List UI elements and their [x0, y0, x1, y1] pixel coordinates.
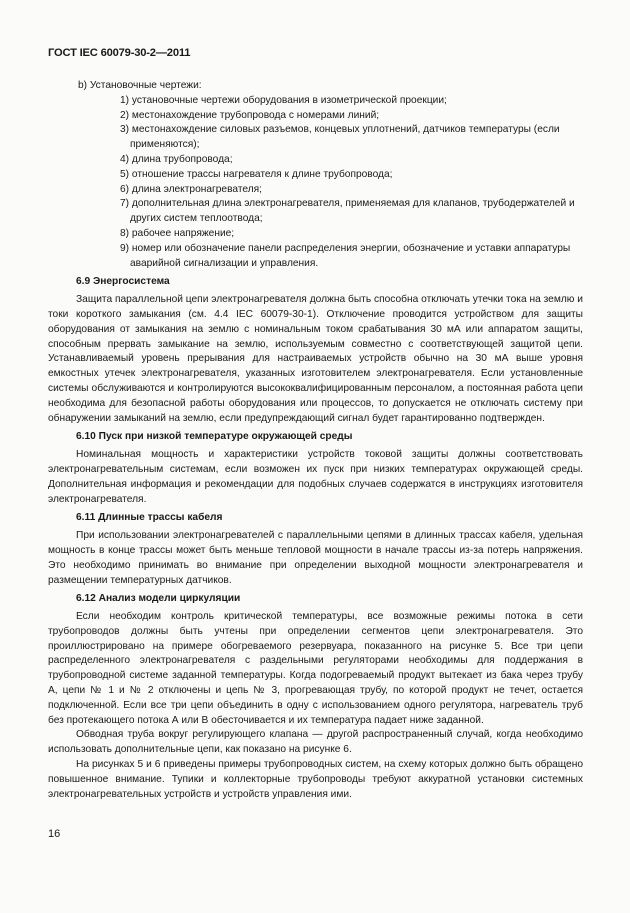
paragraph: Номинальная мощность и характеристики устройств токовой защиты должны соответствовать электронагревательным системам, если возможен их пуск при низких температурах окружающей среды. Дополнительная информация и рекомендации для подобных случаев содержатся в инструкциях изготовителя электронагревателя. [48, 449, 583, 505]
list-item: 2) местонахождение трубопровода с номерами линий; [120, 109, 380, 121]
list-item: 8) рабочее напряжение; [120, 227, 235, 239]
section-low-temperature-start [48, 430, 583, 507]
list-item: 5) отношение трассы нагревателя к длине трубопровода; [120, 168, 393, 180]
list-item: 1) установочные чертежи оборудования в изометрической проекции; [120, 94, 447, 106]
paragraph: При использовании электронагревателей с параллельными цепями в длинных трассах кабеля, удельная мощность в конце трассы может быть меньше тепловой мощности в начале трассы из-за потерь напряжения. Это необходимо принимать во внимание при определении выходной мощности электронагревателя и размещении температурных датчиков. [48, 530, 583, 586]
section-energy-system [48, 275, 583, 426]
section-title: 6.10 Пуск при низкой температуре окружающей среды [76, 431, 353, 443]
section-long-cable-runs [48, 511, 583, 588]
list-item: 7) дополнительная длина электронагревателя, применяемая для клапанов, трубодержателей и других систем теплоотвода; [120, 198, 575, 225]
paragraph: Если необходим контроль критической температуры, все возможные режимы потока в сети трубопроводов должны быть учтены при определении сегментов цепи электронагревателя. Это проиллюстрировано на примере обогреваемого резервуара, показанного на рисунке 5. Все три цепи распределенного электронагревателя с раздельными регуляторами необходимы для поддержания в трубопроводной системе заданной температуры. Когда подогреваемый продукт вытекает из бака через трубу А, цепи № 1 и № 2 отключены и цепь № 3, прогревающая трубу, по которой продукт не течет, остается подключенной. Если все три цепи объединить в одну с использованием одного регулятора, нагреватель труб без протекающего потока А или В обесточивается и их температура падает ниже заданной. [48, 611, 583, 726]
section-title: 6.11 Длинные трассы кабеля [76, 512, 223, 524]
installation-drawings-item [48, 79, 583, 271]
list-item: 3) местонахождение силовых разъемов, концевых уплотнений, датчиков температуры (если применяются); [120, 124, 560, 151]
section-title: 6.9 Энергосистема [76, 276, 170, 288]
paragraph: Защита параллельной цепи электронагревателя должна быть способна отключать утечки тока на землю и токи короткого замыкания (см. 4.4 IEC 60079-30-1). Отключение проводится устройством для защиты оборудования от замыкания на землю с номинальным током срабатывания 30 мА или аппаратом защиты, способным прервать замыкание на землю, используемым совместно с соответствующей защитой цепи. Устанавливаемый уровень прерывания для настраиваемых устройств обычно на 30 мА выше уровня емкостных утечек электронагревателя, указанных изготовителем электронагревателя. Если установленные системы обслуживаются и контролируются высококвалифицированным персоналом, а постоянная работа цепи необходима для безопасной работы оборудования или процессов, то допускается не отключать систему при обнаружении замыканий на землю, если предупреждающий сигнал будет гарантированно подтвержден. [48, 294, 583, 424]
document-header: ГОСТ IEC 60079-30-2—2011 [48, 47, 191, 59]
list-item: 6) длина электронагревателя; [120, 183, 262, 195]
document-body [48, 79, 583, 802]
section-circulation-analysis [48, 592, 583, 802]
list-item: 4) длина трубопровода; [120, 153, 233, 165]
list-item: 9) номер или обозначение панели распределения энергии, обозначение и уставки аппаратуры аварийной сигнализации и управления. [120, 242, 571, 269]
installation-drawings-list [78, 94, 583, 272]
paragraph: На рисунках 5 и 6 приведены примеры трубопроводных систем, на схему которых должно быть обращено повышенное внимание. Тупики и коллекторные трубопроводы требуют аккуратной установки системных электронагревательных устройств и устройств управления ими. [48, 759, 583, 800]
section-title: 6.12 Анализ модели циркуляции [76, 593, 241, 605]
item-b-label: b) Установочные чертежи: [78, 80, 202, 91]
paragraph: Обводная труба вокруг регулирующего клапана — другой распространенный случай, когда необходимо использовать дополнительные цепи, как показано на рисунке 6. [48, 729, 583, 756]
page-number: 16 [48, 828, 61, 840]
